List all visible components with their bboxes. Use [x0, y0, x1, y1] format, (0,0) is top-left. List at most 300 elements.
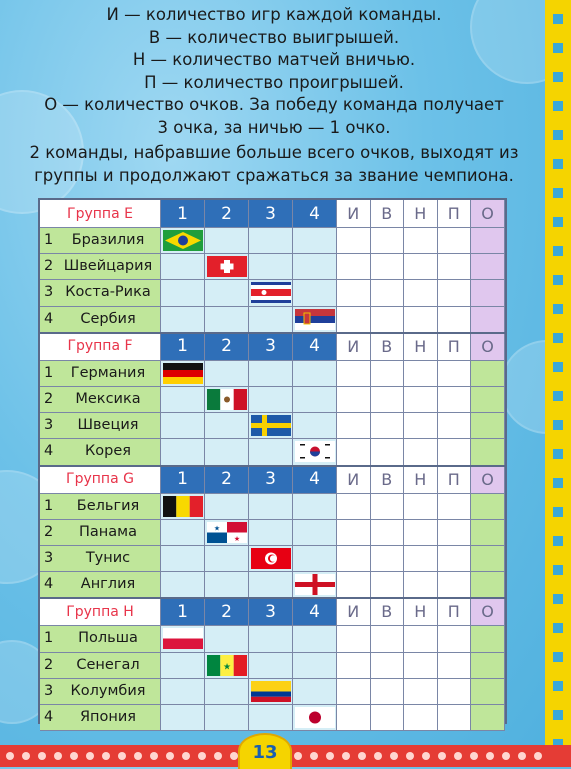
- stat-column-header: П: [438, 333, 472, 361]
- flag-cell: [249, 546, 293, 572]
- match-result-cell[interactable]: [293, 413, 337, 439]
- match-column-header: 2: [205, 466, 249, 494]
- flag-cell: [293, 705, 337, 731]
- match-result-cell[interactable]: [249, 653, 293, 679]
- strip-dot: [214, 752, 222, 760]
- strip-dot: [438, 752, 446, 760]
- stat-column-header: В: [371, 598, 405, 626]
- group-separator: [40, 465, 505, 467]
- match-result-cell[interactable]: [293, 520, 337, 546]
- team-number: 3: [44, 682, 54, 699]
- strip-dot: [102, 752, 110, 760]
- points-cell[interactable]: [471, 679, 505, 705]
- stat-column-header: Н: [404, 598, 438, 626]
- flag-cell: [161, 228, 205, 254]
- stat-cell[interactable]: [337, 494, 371, 520]
- points-cell[interactable]: [471, 494, 505, 520]
- match-result-cell[interactable]: [293, 546, 337, 572]
- stat-cell[interactable]: [404, 307, 438, 333]
- match-result-cell[interactable]: [205, 546, 249, 572]
- match-column-header: 2: [205, 333, 249, 361]
- points-cell[interactable]: [471, 254, 505, 280]
- match-result-cell[interactable]: [293, 280, 337, 306]
- stat-cell[interactable]: [438, 439, 472, 465]
- flag-cell: [161, 494, 205, 520]
- team-name: Мексика: [75, 391, 141, 407]
- points-cell[interactable]: [471, 705, 505, 731]
- stat-cell[interactable]: [371, 254, 405, 280]
- group-title: Группа F: [40, 333, 161, 361]
- team-number: 2: [44, 523, 54, 540]
- flag-cell: [205, 254, 249, 280]
- team-name: Бразилия: [71, 232, 145, 248]
- film-hole: [553, 130, 563, 140]
- stat-column-header: П: [438, 466, 472, 494]
- team-name: Корея: [84, 443, 131, 460]
- stat-cell[interactable]: [438, 361, 472, 387]
- match-result-cell[interactable]: [249, 439, 293, 465]
- match-result-cell[interactable]: [293, 361, 337, 387]
- stat-cell[interactable]: [438, 494, 472, 520]
- match-result-cell[interactable]: [205, 413, 249, 439]
- intro-line: И — количество игр каждой команды.: [106, 5, 442, 24]
- stat-cell[interactable]: [438, 653, 472, 679]
- stat-cell[interactable]: [337, 653, 371, 679]
- stat-cell[interactable]: [404, 361, 438, 387]
- points-cell[interactable]: [471, 361, 505, 387]
- flag-cell: [205, 387, 249, 413]
- stat-cell[interactable]: [371, 494, 405, 520]
- team-row-label: [40, 387, 161, 413]
- team-name: Панама: [79, 523, 137, 540]
- stat-cell[interactable]: [371, 307, 405, 333]
- intro-line: 2 команды, набравшие больше всего очков, выходят из: [29, 143, 519, 162]
- serbia-flag-icon: [295, 309, 335, 330]
- groups-table: [38, 198, 507, 724]
- match-column-header: 4: [293, 333, 337, 361]
- intro-line: Н — количество матчей вничью.: [132, 50, 416, 69]
- strip-dot: [198, 752, 206, 760]
- flag-cell: [249, 413, 293, 439]
- stat-cell[interactable]: [404, 387, 438, 413]
- points-cell[interactable]: [471, 228, 505, 254]
- match-result-cell[interactable]: [249, 572, 293, 598]
- senegal-flag-icon: [207, 655, 247, 676]
- stat-column-header: П: [438, 200, 472, 228]
- match-result-cell[interactable]: [249, 254, 293, 280]
- strip-dot: [6, 752, 14, 760]
- stat-cell[interactable]: [337, 280, 371, 306]
- team-number: 1: [44, 630, 54, 647]
- stat-cell[interactable]: [337, 520, 371, 546]
- stat-column-header: О: [471, 200, 505, 228]
- match-result-cell[interactable]: [293, 228, 337, 254]
- switzerland-flag-icon: [207, 256, 247, 277]
- match-result-cell[interactable]: [161, 307, 205, 333]
- strip-dot: [502, 752, 510, 760]
- strip-dot: [182, 752, 190, 760]
- flag-cell: [293, 439, 337, 465]
- team-name: Швейцария: [63, 258, 153, 275]
- flag-cell: [205, 520, 249, 546]
- stat-cell[interactable]: [438, 546, 472, 572]
- match-result-cell[interactable]: [161, 280, 205, 306]
- match-result-cell[interactable]: [293, 494, 337, 520]
- stat-cell[interactable]: [371, 387, 405, 413]
- stat-cell[interactable]: [337, 387, 371, 413]
- match-result-cell[interactable]: [161, 679, 205, 705]
- match-result-cell[interactable]: [205, 280, 249, 306]
- match-result-cell[interactable]: [161, 413, 205, 439]
- strip-dot: [38, 752, 46, 760]
- match-column-header: 1: [161, 200, 205, 228]
- strip-dot: [294, 752, 302, 760]
- stat-column-header: О: [471, 598, 505, 626]
- stat-cell[interactable]: [438, 280, 472, 306]
- mexico-flag-icon: [207, 389, 247, 410]
- stat-cell[interactable]: [404, 653, 438, 679]
- points-cell[interactable]: [471, 439, 505, 465]
- stat-column-header: Н: [404, 200, 438, 228]
- team-name: Польша: [78, 630, 138, 647]
- match-result-cell[interactable]: [249, 626, 293, 652]
- stat-cell[interactable]: [371, 361, 405, 387]
- match-column-header: 3: [249, 466, 293, 494]
- strip-dot: [390, 752, 398, 760]
- match-result-cell[interactable]: [161, 387, 205, 413]
- svg-text:★: ★: [233, 534, 241, 543]
- strip-dot: [534, 752, 542, 760]
- stat-column-header: О: [471, 333, 505, 361]
- strip-dot: [134, 752, 142, 760]
- group-title: Группа G: [40, 466, 161, 494]
- stat-cell[interactable]: [438, 572, 472, 598]
- points-cell[interactable]: [471, 546, 505, 572]
- team-number: 2: [44, 258, 54, 275]
- match-result-cell[interactable]: [205, 439, 249, 465]
- korea-flag-icon: [295, 441, 335, 462]
- team-row-label: [40, 679, 161, 705]
- svg-text:★: ★: [213, 524, 221, 533]
- match-result-cell[interactable]: [205, 679, 249, 705]
- match-column-header: 1: [161, 466, 205, 494]
- stat-column-header: Н: [404, 333, 438, 361]
- stat-cell[interactable]: [371, 626, 405, 652]
- stat-column-header: В: [371, 466, 405, 494]
- team-row-label: [40, 572, 161, 598]
- team-number: 4: [44, 709, 54, 725]
- group-title: Группа H: [40, 598, 161, 626]
- strip-dot: [22, 752, 30, 760]
- stat-cell[interactable]: [438, 413, 472, 439]
- stat-cell[interactable]: [371, 439, 405, 465]
- film-strip-border: [545, 0, 571, 767]
- team-row-label: [40, 705, 161, 731]
- strip-dot: [470, 752, 478, 760]
- stat-cell[interactable]: [337, 413, 371, 439]
- film-hole: [553, 391, 563, 401]
- stat-cell[interactable]: [337, 254, 371, 280]
- stat-column-header: В: [371, 200, 405, 228]
- stat-cell[interactable]: [438, 679, 472, 705]
- team-name: Германия: [70, 364, 146, 381]
- flag-cell: [205, 653, 249, 679]
- team-row-label: [40, 494, 161, 520]
- intro-line: 3 очка, за ничью — 1 очко.: [157, 117, 391, 137]
- japan-flag-icon: [295, 707, 335, 728]
- film-hole: [553, 652, 563, 662]
- match-result-cell[interactable]: [249, 705, 293, 731]
- stat-cell[interactable]: [404, 439, 438, 465]
- stat-column-header: Н: [404, 466, 438, 494]
- film-hole: [553, 594, 563, 604]
- stat-column-header: И: [337, 598, 371, 626]
- stat-column-header: О: [471, 466, 505, 494]
- film-hole: [553, 246, 563, 256]
- match-column-header: 3: [249, 598, 293, 626]
- match-column-header: 4: [293, 200, 337, 228]
- group-separator: [40, 597, 505, 599]
- film-hole: [553, 275, 563, 285]
- stat-cell[interactable]: [371, 280, 405, 306]
- film-hole: [553, 188, 563, 198]
- match-result-cell[interactable]: [205, 572, 249, 598]
- match-result-cell[interactable]: [161, 572, 205, 598]
- stat-cell[interactable]: [404, 679, 438, 705]
- team-name: Англия: [80, 576, 136, 593]
- team-name: Сенегал: [76, 656, 140, 673]
- team-name: Тунис: [85, 550, 131, 566]
- film-hole: [553, 681, 563, 691]
- stat-column-header: В: [371, 333, 405, 361]
- flag-cell: [293, 307, 337, 333]
- match-column-header: 1: [161, 598, 205, 626]
- match-column-header: 4: [293, 466, 337, 494]
- team-row-label: [40, 520, 161, 546]
- match-result-cell[interactable]: [293, 653, 337, 679]
- team-number: 1: [44, 497, 54, 514]
- stat-cell[interactable]: [438, 254, 472, 280]
- stat-cell[interactable]: [371, 413, 405, 439]
- stat-cell[interactable]: [404, 280, 438, 306]
- match-result-cell[interactable]: [205, 361, 249, 387]
- stat-column-header: И: [337, 466, 371, 494]
- stat-cell[interactable]: [371, 520, 405, 546]
- points-cell[interactable]: [471, 520, 505, 546]
- stat-cell[interactable]: [404, 520, 438, 546]
- belgium-flag-icon: [163, 496, 203, 517]
- stat-cell[interactable]: [438, 228, 472, 254]
- strip-dot: [166, 752, 174, 760]
- stat-cell[interactable]: [438, 307, 472, 333]
- team-name: Бельгия: [76, 497, 140, 514]
- team-name: Швеция: [77, 417, 139, 434]
- colombia-flag-icon: [251, 681, 291, 702]
- panama-flag-icon: [207, 522, 247, 543]
- strip-dot: [454, 752, 462, 760]
- team-number: 3: [44, 417, 54, 434]
- team-row-label: [40, 653, 161, 679]
- film-hole: [553, 43, 563, 53]
- strip-dot: [150, 752, 158, 760]
- brazil-flag-icon: [163, 230, 203, 251]
- flag-cell: [293, 572, 337, 598]
- stat-cell[interactable]: [337, 626, 371, 652]
- stat-cell[interactable]: [371, 705, 405, 731]
- film-hole: [553, 507, 563, 517]
- film-hole: [553, 565, 563, 575]
- team-row-label: [40, 439, 161, 465]
- match-result-cell[interactable]: [205, 626, 249, 652]
- film-hole: [553, 101, 563, 111]
- stat-cell[interactable]: [404, 254, 438, 280]
- stat-cell[interactable]: [404, 228, 438, 254]
- intro-line: В — количество выигрышей.: [148, 27, 400, 47]
- stat-cell[interactable]: [404, 546, 438, 572]
- stat-cell[interactable]: [404, 413, 438, 439]
- film-hole: [553, 72, 563, 82]
- film-hole: [553, 420, 563, 430]
- match-result-cell[interactable]: [161, 653, 205, 679]
- team-number: 4: [44, 310, 54, 327]
- team-number: 3: [44, 550, 54, 566]
- match-column-header: 2: [205, 200, 249, 228]
- stat-column-header: И: [337, 200, 371, 228]
- svg-text:★: ★: [222, 662, 232, 673]
- match-result-cell[interactable]: [161, 520, 205, 546]
- match-result-cell[interactable]: [293, 626, 337, 652]
- team-name: Сербия: [80, 310, 136, 327]
- points-cell[interactable]: [471, 626, 505, 652]
- stat-cell[interactable]: [337, 572, 371, 598]
- match-result-cell[interactable]: [293, 254, 337, 280]
- team-row-label: [40, 228, 161, 254]
- strip-dot: [326, 752, 334, 760]
- film-hole: [553, 362, 563, 372]
- points-cell[interactable]: [471, 653, 505, 679]
- film-hole: [553, 710, 563, 720]
- team-number: 2: [44, 656, 54, 673]
- points-cell[interactable]: [471, 280, 505, 306]
- stat-cell[interactable]: [438, 520, 472, 546]
- strip-dot: [310, 752, 318, 760]
- germany-flag-icon: [163, 363, 203, 384]
- team-number: 4: [44, 576, 54, 593]
- match-result-cell[interactable]: [205, 494, 249, 520]
- stat-cell[interactable]: [371, 228, 405, 254]
- film-hole: [553, 14, 563, 24]
- sweden-flag-icon: [251, 415, 291, 436]
- stat-cell[interactable]: [337, 546, 371, 572]
- match-result-cell[interactable]: [205, 307, 249, 333]
- film-hole: [553, 333, 563, 343]
- stat-cell[interactable]: [337, 361, 371, 387]
- match-result-cell[interactable]: [161, 705, 205, 731]
- film-hole: [553, 304, 563, 314]
- match-result-cell[interactable]: [161, 439, 205, 465]
- match-result-cell[interactable]: [293, 679, 337, 705]
- stat-cell[interactable]: [438, 626, 472, 652]
- team-row-label: [40, 307, 161, 333]
- stat-cell[interactable]: [337, 307, 371, 333]
- flag-cell: [249, 280, 293, 306]
- strip-dot: [406, 752, 414, 760]
- stat-cell[interactable]: [404, 494, 438, 520]
- strip-dot: [374, 752, 382, 760]
- match-result-cell[interactable]: [205, 705, 249, 731]
- stat-cell[interactable]: [404, 705, 438, 731]
- stat-cell[interactable]: [371, 653, 405, 679]
- stat-cell[interactable]: [438, 705, 472, 731]
- stat-cell[interactable]: [337, 439, 371, 465]
- film-hole: [553, 478, 563, 488]
- match-result-cell[interactable]: [249, 494, 293, 520]
- stat-cell[interactable]: [337, 228, 371, 254]
- team-row-label: [40, 280, 161, 306]
- strip-dot: [342, 752, 350, 760]
- match-result-cell[interactable]: [249, 307, 293, 333]
- stat-cell[interactable]: [371, 679, 405, 705]
- match-result-cell[interactable]: [249, 387, 293, 413]
- team-row-label: [40, 413, 161, 439]
- match-column-header: 1: [161, 333, 205, 361]
- match-result-cell[interactable]: [161, 546, 205, 572]
- match-result-cell[interactable]: [293, 387, 337, 413]
- points-cell[interactable]: [471, 572, 505, 598]
- team-name: Коста-Рика: [65, 284, 151, 301]
- points-cell[interactable]: [471, 413, 505, 439]
- strip-dot: [118, 752, 126, 760]
- stat-cell[interactable]: [371, 572, 405, 598]
- match-result-cell[interactable]: [249, 361, 293, 387]
- poland-flag-icon: [163, 628, 203, 649]
- team-number: 2: [44, 391, 54, 407]
- stat-column-header: П: [438, 598, 472, 626]
- team-number: 1: [44, 364, 54, 381]
- stat-cell[interactable]: [404, 626, 438, 652]
- film-hole: [553, 536, 563, 546]
- match-result-cell[interactable]: [249, 228, 293, 254]
- intro-line: группы и продолжают сражаться за звание чемпиона.: [34, 165, 514, 185]
- stat-cell[interactable]: [371, 546, 405, 572]
- stat-cell[interactable]: [404, 572, 438, 598]
- match-result-cell[interactable]: [161, 254, 205, 280]
- stat-cell[interactable]: [438, 387, 472, 413]
- match-column-header: 2: [205, 598, 249, 626]
- match-column-header: 3: [249, 333, 293, 361]
- strip-dot: [70, 752, 78, 760]
- team-row-label: [40, 254, 161, 280]
- team-number: 3: [44, 284, 54, 301]
- intro-text: [14, 4, 534, 187]
- points-cell[interactable]: [471, 307, 505, 333]
- match-column-header: 3: [249, 200, 293, 228]
- strip-dot: [518, 752, 526, 760]
- group-separator: [40, 332, 505, 334]
- intro-line: О — количество очков. За победу команда получает: [44, 95, 504, 114]
- match-result-cell[interactable]: [249, 520, 293, 546]
- costa-rica-flag-icon: [251, 282, 291, 303]
- points-cell[interactable]: [471, 387, 505, 413]
- strip-dot: [358, 752, 366, 760]
- stat-cell[interactable]: [337, 705, 371, 731]
- team-name: Япония: [79, 709, 137, 725]
- film-hole: [553, 217, 563, 227]
- team-number: 1: [44, 232, 54, 248]
- film-hole: [553, 449, 563, 459]
- match-result-cell[interactable]: [205, 228, 249, 254]
- stat-cell[interactable]: [337, 679, 371, 705]
